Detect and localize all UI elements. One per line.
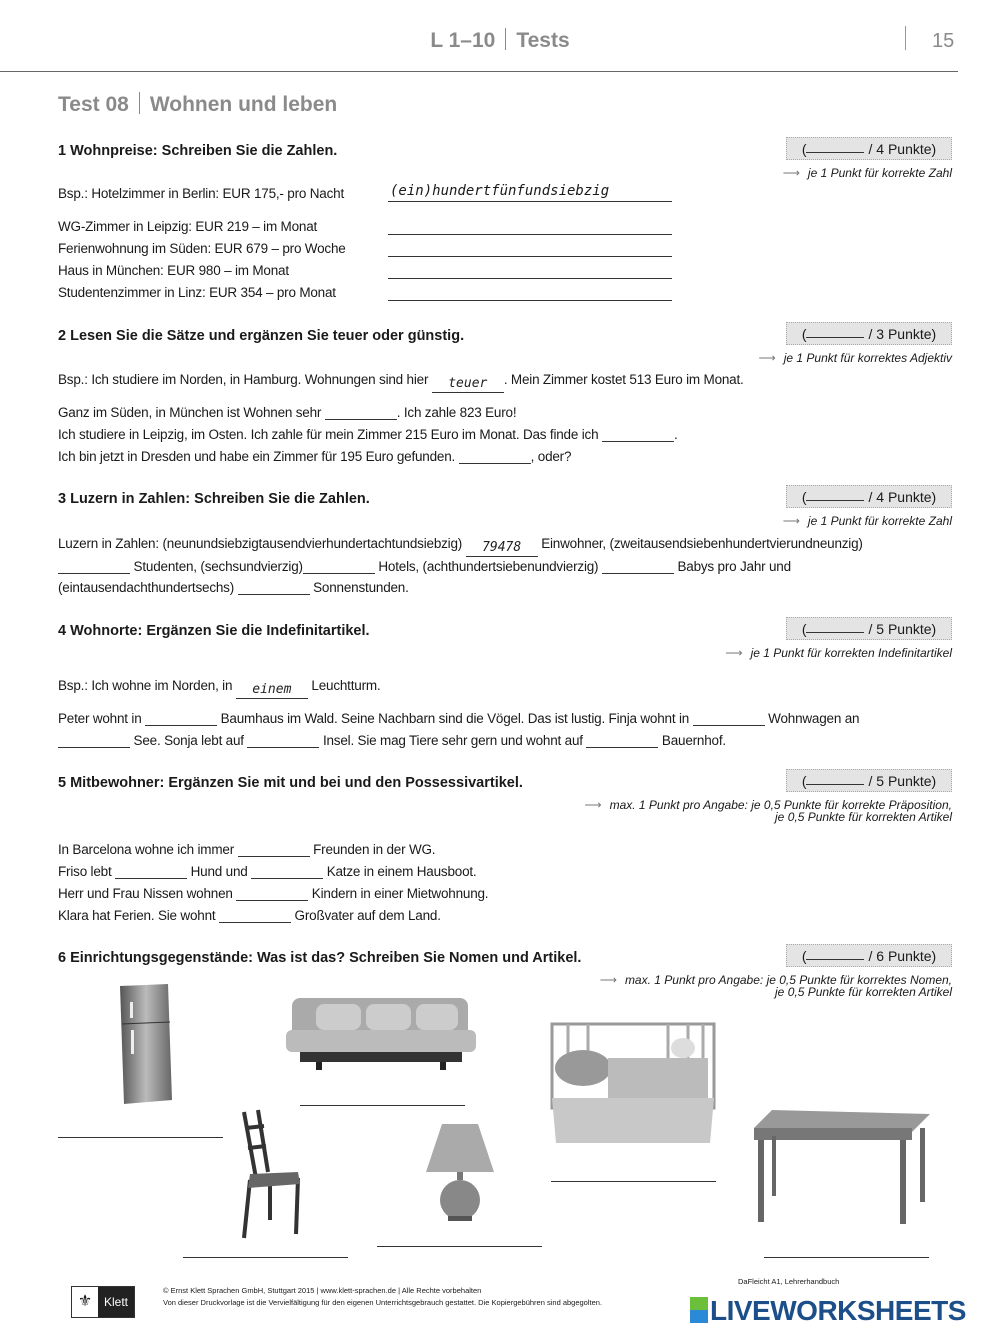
sentence-row [58,558,791,574]
scoring-note [600,974,952,998]
arrow-icon: ⟶ [782,514,800,528]
item-text: Ferienwohnung im Süden: EUR 679 – pro Woche [58,241,346,256]
item-text: Bsp.: Hotelzimmer in Berlin: EUR 175,- pro Nacht [58,186,345,201]
note-text: je 1 Punkt für korrekte Zahl [807,514,952,528]
sentence-text: . Mein Zimmer kostet 513 Euro im Monat. [503,372,744,387]
points-box [786,769,952,792]
header-divider [905,26,906,50]
sentence-text: Hotels, (achthundertsiebenundvierzig) [374,559,602,574]
section-heading: 2 Lesen Sie die Sätze und ergänzen Sie teuer oder günstig. [58,328,465,344]
handwritten-answer: (ein)hundertfünfundsiebzig [390,183,610,199]
answer-blank[interactable] [58,732,130,748]
answer-line[interactable] [388,234,672,235]
page-number: 15 [932,30,955,52]
note-text: je 1 Punkt für korrektes Adjektiv [783,351,952,365]
liveworksheets-watermark [690,1295,966,1327]
sentence-text: See. Sonja lebt auf [130,733,248,748]
sentence-text: (eintausendachthundertsechs) [58,580,238,595]
lamp-image [422,1120,498,1222]
book-title: DaFleicht A1, Lehrerhandbuch [738,1277,840,1286]
answer-line[interactable] [388,256,672,257]
answer-blank[interactable] [602,558,674,574]
sentence-text: Insel. Sie mag Tiere sehr gern und wohnt auf [319,733,587,748]
points-total: / 4 Punkte) [868,489,937,505]
scoring-note [759,352,953,364]
klett-emblem-icon: ⚜ [77,1293,93,1310]
test-name: Wohnen und leben [149,93,338,116]
sentence-row [58,907,441,923]
answer-blank[interactable] [247,732,319,748]
points-input[interactable] [806,772,864,785]
points-total: / 5 Punkte) [868,621,937,637]
arrow-icon: ⟶ [599,973,617,987]
table-image [752,1106,932,1228]
answer-blank[interactable] [586,732,658,748]
answer-blank[interactable] [238,579,310,595]
points-input[interactable] [806,947,864,960]
answer-line-table[interactable] [764,1257,929,1258]
sentence-row [58,579,409,595]
answer-blank[interactable]: 79478 [466,541,538,557]
sentence-row [58,732,726,748]
answer-line-lamp[interactable] [377,1246,542,1247]
sentence-text: , oder? [530,449,572,464]
points-total: / 4 Punkte) [868,141,937,157]
klett-logo-text: Klett [98,1287,134,1317]
points-input[interactable] [806,140,864,153]
item-text: WG-Zimmer in Leipzig: EUR 219 – im Monat [58,219,318,234]
points-input[interactable] [806,325,864,338]
answer-blank[interactable] [236,885,308,901]
sentence-text: Friso lebt [58,864,116,879]
copyright-text: © Ernst Klett Sprachen GmbH, Stuttgart 2015 | www.klett-sprachen.de | Alle Rechte vorbehalten [163,1286,482,1295]
permission-text: Von dieser Druckvorlage ist die Vervielfältigung für den eigenen Unterrichtsgebrauch gestattet. Die Kopiergebühren sind abgegolten. [163,1298,603,1307]
sentence-row [58,372,744,393]
answer-line-chair[interactable] [183,1257,348,1258]
crib-image [548,1018,718,1160]
points-open: ( [801,141,807,157]
divider [0,71,958,72]
note-text: je 0,5 Punkte für korrekten Artikel [775,985,952,999]
sentence-text: . [673,427,678,442]
points-total: / 3 Punkte) [868,326,937,342]
answer-blank[interactable] [219,907,291,923]
arrow-icon: ⟶ [782,166,800,180]
points-open: ( [801,948,807,964]
answer-blank[interactable] [325,404,397,420]
section-heading: 5 Mitbewohner: Ergänzen Sie mit und bei und den Possessivartikel. [58,775,523,791]
watermark-text: LIVEWORKSHEETS [710,1295,966,1326]
note-line [584,811,952,823]
note-text: max. 1 Punkt pro Angabe: je 0,5 Punkte für korrektes Nomen, [624,973,952,987]
sentence-text: Leuchtturm. [307,678,381,693]
note-line [725,647,952,659]
sentence-row [58,404,516,420]
answer-blank[interactable]: einem [236,683,308,699]
note-text: je 1 Punkt für korrekte Zahl [807,166,952,180]
test-title [58,92,337,117]
chair-image [234,1108,304,1243]
points-open: ( [801,773,807,789]
points-box [786,137,952,160]
points-box [786,617,952,640]
sentence-text: Freunden in der WG. [309,842,436,857]
answer-line[interactable] [388,278,672,279]
sentence-text: Ich studiere in Leipzig, im Osten. Ich zahle für mein Zimmer 215 Euro im Monat. Das finde ich [58,427,602,442]
answer-blank[interactable] [145,710,217,726]
sentence-row [58,678,380,699]
sentence-text: In Barcelona wohne ich immer [58,842,238,857]
liveworksheets-logo-icon [690,1297,708,1323]
sentence-text: Peter wohnt in [58,711,146,726]
sentence-row [58,710,859,726]
sentence-row [58,885,488,901]
answer-blank[interactable] [115,863,187,879]
points-box [786,944,952,967]
test-number: Test 08 [58,93,129,116]
answer-blank[interactable] [693,710,765,726]
answer-line-fridge[interactable] [58,1137,223,1138]
points-open: ( [801,489,807,505]
scoring-note [725,647,952,659]
sentence-text: Katze in einem Hausboot. [323,864,477,879]
note-line [783,167,952,179]
sentence-text: Studenten, (sechsundvierzig) [130,559,303,574]
points-open: ( [801,326,807,342]
points-total: / 5 Punkte) [868,773,937,789]
sentence-text: Großvater auf dem Land. [291,908,441,923]
item-text: Studentenzimmer in Linz: EUR 354 – pro Monat [58,285,336,300]
sentence-text: Ganz im Süden, in München ist Wohnen sehr [58,405,325,420]
answer-line[interactable] [388,201,672,202]
points-box [786,485,952,508]
sentence-text: Bsp.: Ich studiere im Norden, in Hamburg. Wohnungen sind hier [58,372,432,387]
sentence-text: Einwohner, (zweitausendsiebenhundertvierundneunzig) [537,536,863,551]
sentence-text: Ich bin jetzt in Dresden und habe ein Zimmer für 195 Euro gefunden. [58,449,459,464]
sentence-text: Wohnwagen an [764,711,860,726]
arrow-icon: ⟶ [758,351,776,365]
note-line [783,515,952,527]
answer-blank[interactable]: teuer [432,377,504,393]
answer-line-crib[interactable] [551,1181,716,1182]
note-line [600,986,952,998]
note-text: max. 1 Punkt pro Angabe: je 0,5 Punkte für korrekte Präposition, [609,798,952,812]
section-heading: 6 Einrichtungsgegenstände: Was ist das? Schreiben Sie Nomen und Artikel. [58,950,582,966]
answer-blank[interactable] [602,426,674,442]
note-line [759,352,953,364]
sentence-text: Babys pro Jahr und [673,559,791,574]
sentence-text: Bauernhof. [658,733,726,748]
sentence-row [58,863,476,879]
sofa-image [286,990,476,1072]
note-text: je 1 Punkt für korrekten Indefinitartikel [750,646,952,660]
sentence-row [58,426,678,442]
section-heading: 1 Wohnpreise: Schreiben Sie die Zahlen. [58,143,338,159]
sentence-text: Bsp.: Ich wohne im Norden, in [58,678,236,693]
sentence-row [58,536,863,557]
answer-line[interactable] [388,300,672,301]
points-input[interactable] [806,620,864,633]
sentence-text: Kindern in einer Mietwohnung. [308,886,489,901]
sentence-text: . Ich zahle 823 Euro! [396,405,517,420]
page-header [0,28,1000,53]
sentence-text: Hund und [187,864,252,879]
points-input[interactable] [806,488,864,501]
sentence-text: Baumhaus im Wald. Seine Nachbarn sind die Vögel. Das ist lustig. Finja wohnt in [217,711,693,726]
section-heading: 4 Wohnorte: Ergänzen Sie die Indefinitartikel. [58,623,370,639]
sentence-row [58,841,435,857]
note-text: je 0,5 Punkte für korrekten Artikel [775,810,952,824]
unit-label: L 1–10 [430,29,496,52]
answer-line-sofa[interactable] [300,1105,465,1106]
sentence-text: Sonnenstunden. [309,580,409,595]
sentence-text: Herr und Frau Nissen wohnen [58,886,237,901]
answer-blank[interactable] [251,863,323,879]
item-text: Haus in München: EUR 980 – im Monat [58,263,289,278]
scoring-note [783,167,952,179]
sentence-text: Klara hat Ferien. Sie wohnt [58,908,219,923]
section-heading: 3 Luzern in Zahlen: Schreiben Sie die Zahlen. [58,491,370,507]
scoring-note [783,515,952,527]
points-box [786,322,952,345]
section-label: Tests [516,29,570,52]
sentence-row [58,448,571,464]
points-open: ( [801,621,807,637]
scoring-note [584,799,952,823]
klett-logo [71,1286,135,1318]
answer-blank[interactable] [58,558,130,574]
fridge-image [108,982,178,1107]
answer-blank[interactable] [303,558,375,574]
answer-blank[interactable] [459,448,531,464]
sentence-text: Luzern in Zahlen: (neunundsiebzigtausendvierhundertachtundsiebzig) [58,536,466,551]
points-total: / 6 Punkte) [868,948,937,964]
answer-blank[interactable] [238,841,310,857]
arrow-icon: ⟶ [584,798,602,812]
arrow-icon: ⟶ [725,646,743,660]
